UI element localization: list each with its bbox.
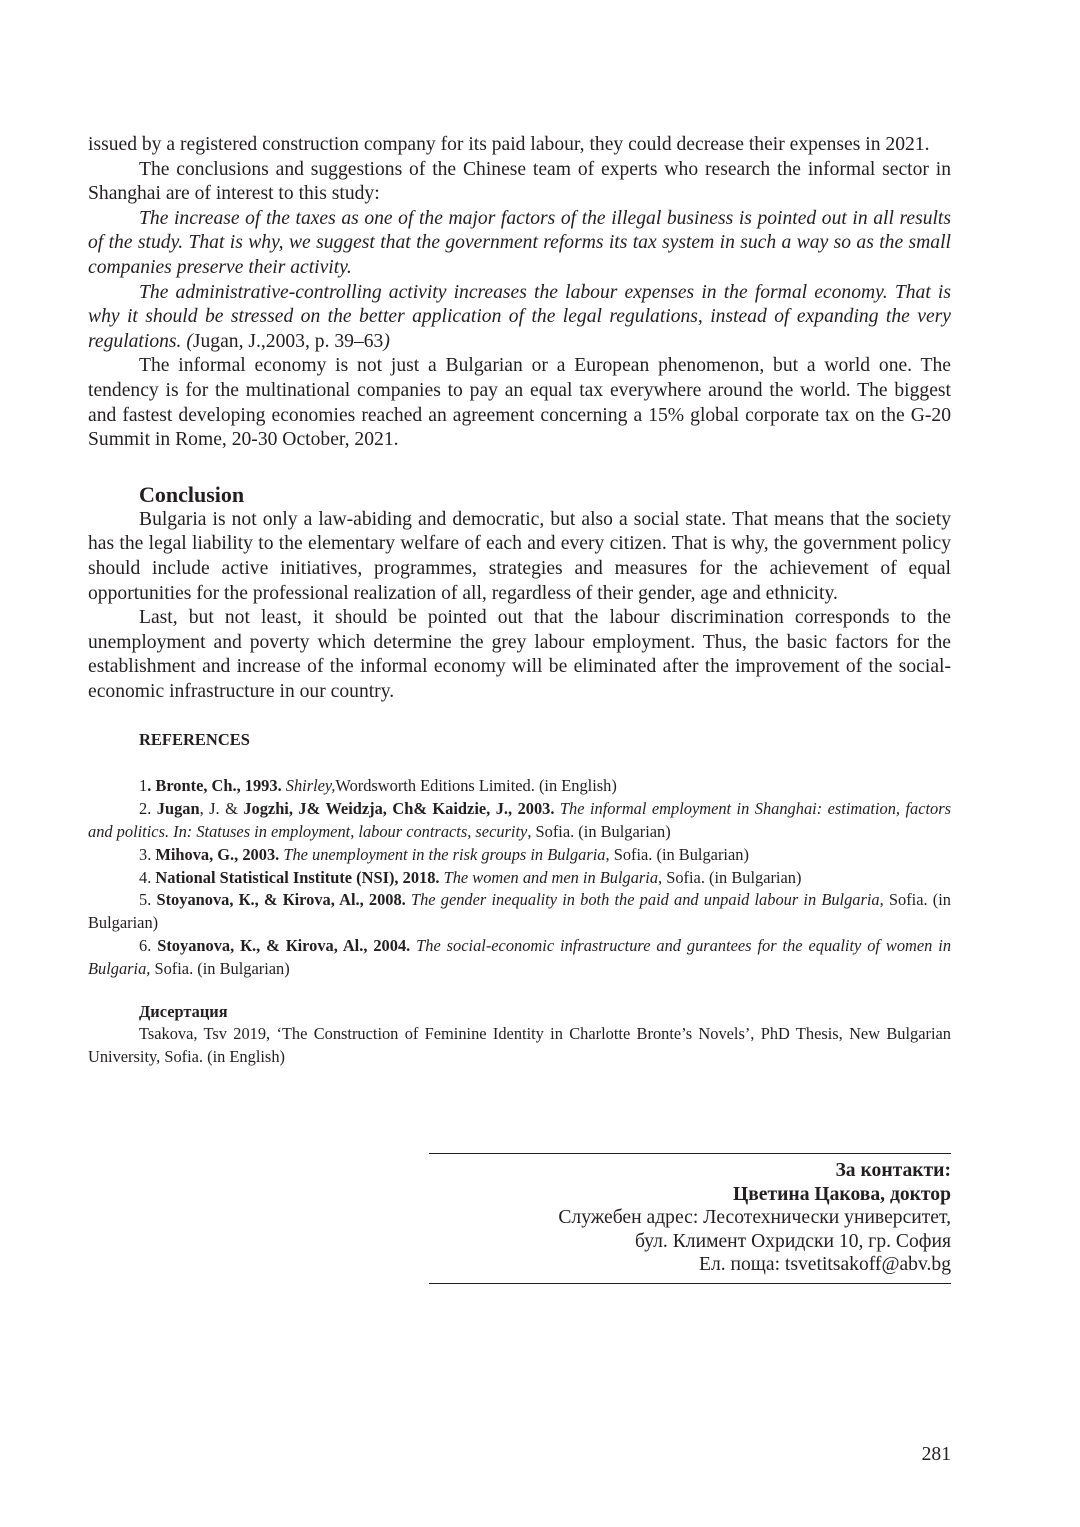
- contact-heading: За контакти:: [835, 1160, 951, 1181]
- ref-title: The informal employment in Shanghai: estimation, factors and politics. In: Statuses in employment, labour contracts, security: [88, 799, 951, 842]
- references-heading: REFERENCES: [139, 730, 250, 750]
- ref-publisher: , Sofia. (in Bulgarian): [527, 822, 671, 842]
- ref-number: 1: [139, 776, 148, 796]
- reference-item: [88, 889, 951, 935]
- paragraph: Bulgaria is not only a law-abiding and democratic, but also a social state. That means that the society has the legal liability to the elementary welfare of each and every citizen. That is why, the government policy should include active initiatives, programmes, strategies and measures for the achievement of equal opportunities for the professional realization of all, regardless of their gender, age and ethnicity.: [88, 508, 951, 604]
- ref-title: The women and men in Bulgaria: [439, 867, 659, 887]
- ref-number: 6.: [139, 936, 158, 956]
- ref-number: 2.: [139, 799, 157, 819]
- conclusion-text: [88, 508, 951, 705]
- dissertation-heading: Дисертация: [139, 1001, 228, 1021]
- ref-authors: Jugan: [156, 799, 200, 819]
- page-number: 281: [921, 1444, 951, 1465]
- ref-authors: Stoyanova, К., & Кirova, Al., 2008.: [156, 890, 406, 910]
- ref-authors: National Statistical Institute (NSI), 2018.: [155, 867, 440, 887]
- paragraph: Last, but not least, it should be pointed out that the labour discrimination corresponds to the unemployment and poverty which determine the grey labour employment. Thus, the basic factors for the establishment and increase of the informal economy will be eliminated after the improvement of the social-economic infrastructure in our country.: [88, 607, 951, 702]
- reference-item: [88, 867, 951, 890]
- ref-number: 5.: [139, 890, 157, 910]
- contact-name: Цветина Цакова, доктор: [732, 1183, 951, 1205]
- reference-item: [88, 935, 951, 981]
- block-quote: [88, 281, 951, 355]
- section-heading: Conclusion: [139, 481, 245, 507]
- ref-authors: . Bronte, Ch., 1993.: [147, 776, 282, 796]
- contact-block: [429, 1153, 951, 1284]
- ref-publisher: Sofia. (in Bulgarian): [150, 958, 290, 978]
- contact-address: Служебен адрес: Лесотехнически университет,: [558, 1207, 951, 1229]
- quote-text: The administrative-controlling activity increases the labour expenses in the formal economy. That is why it should be stressed on the better application of the legal regulations, instead of expanding the very regulations. (: [88, 281, 951, 352]
- references-list: [88, 775, 951, 980]
- paragraph: issued by a registered construction company for its paid labour, they could decrease their expenses in 2021.: [88, 134, 930, 155]
- ref-number: 3.: [139, 844, 156, 864]
- quote-citation: Jugan, J.,2003, p. 39–63: [192, 330, 384, 352]
- ref-publisher: , Sofia. (in Bulgarian): [658, 867, 802, 887]
- ref-number: 4.: [139, 867, 156, 887]
- ref-authors: Mihova, G., 2003.: [155, 844, 280, 864]
- ref-authors: Stoyanova, К., & Кirova, Al., 2004.: [157, 936, 411, 956]
- body-text: [88, 133, 951, 453]
- ref-title: Shirley,: [281, 776, 336, 796]
- reference-item: [88, 775, 951, 798]
- quote-close: ): [383, 330, 390, 352]
- ref-publisher: , Sofia. (in Bulgarian): [605, 844, 749, 864]
- ref-authors: , J. &: [199, 799, 244, 819]
- ref-publisher: Wordsworth Editions Limited. (in English): [335, 776, 617, 796]
- dissertation-section: [88, 1001, 951, 1069]
- ref-publisher: , Sofia. (in Bulgarian): [88, 890, 952, 933]
- contact-email: Ел. поща: tsvetitsakoff@abv.bg: [698, 1254, 951, 1276]
- ref-title: The gender inequality in both the paid and unpaid labour in Bulgaria: [405, 890, 880, 910]
- page-content: [88, 133, 951, 1069]
- dissertation-text: Tsakova, Tsv 2019, ‘The Construction of Feminine Identity in Charlotte Bronte’s Novels’, PhD Thesis, New Bulgarian University, Sofia. (in English): [88, 1024, 951, 1067]
- contact-address: бул. Климент Охридски 10, гр. София: [635, 1230, 951, 1252]
- ref-title: The social-economic infrastructure and gurantees for the equality of women in Bulgaria,: [88, 936, 952, 978]
- reference-item: [88, 844, 951, 867]
- paragraph: The conclusions and suggestions of the Chinese team of experts who research the informal sector in Shanghai are of interest to this study:: [88, 158, 951, 205]
- ref-authors: Jogzhi, J& Weidzja, Ch& Kaidzie, J., 2003.: [243, 799, 555, 819]
- reference-item: [88, 798, 951, 844]
- paragraph: The informal economy is not just a Bulgarian or a European phenomenon, but a world one. The tendency is for the multinational companies to pay an equal tax everywhere around the world. The biggest and fastest developing economies reached an agreement concerning a 15% global corporate tax on the G-20 Summit in Rome, 20-30 October, 2021.: [88, 355, 951, 451]
- block-quote: The increase of the taxes as one of the major factors of the illegal business is pointed out in all results of the study. That is why, we suggest that the government reforms its tax system in such a way so as the small companies preserve their activity.: [88, 207, 951, 278]
- ref-title: The unemployment in the risk groups in Bulgaria: [279, 844, 606, 864]
